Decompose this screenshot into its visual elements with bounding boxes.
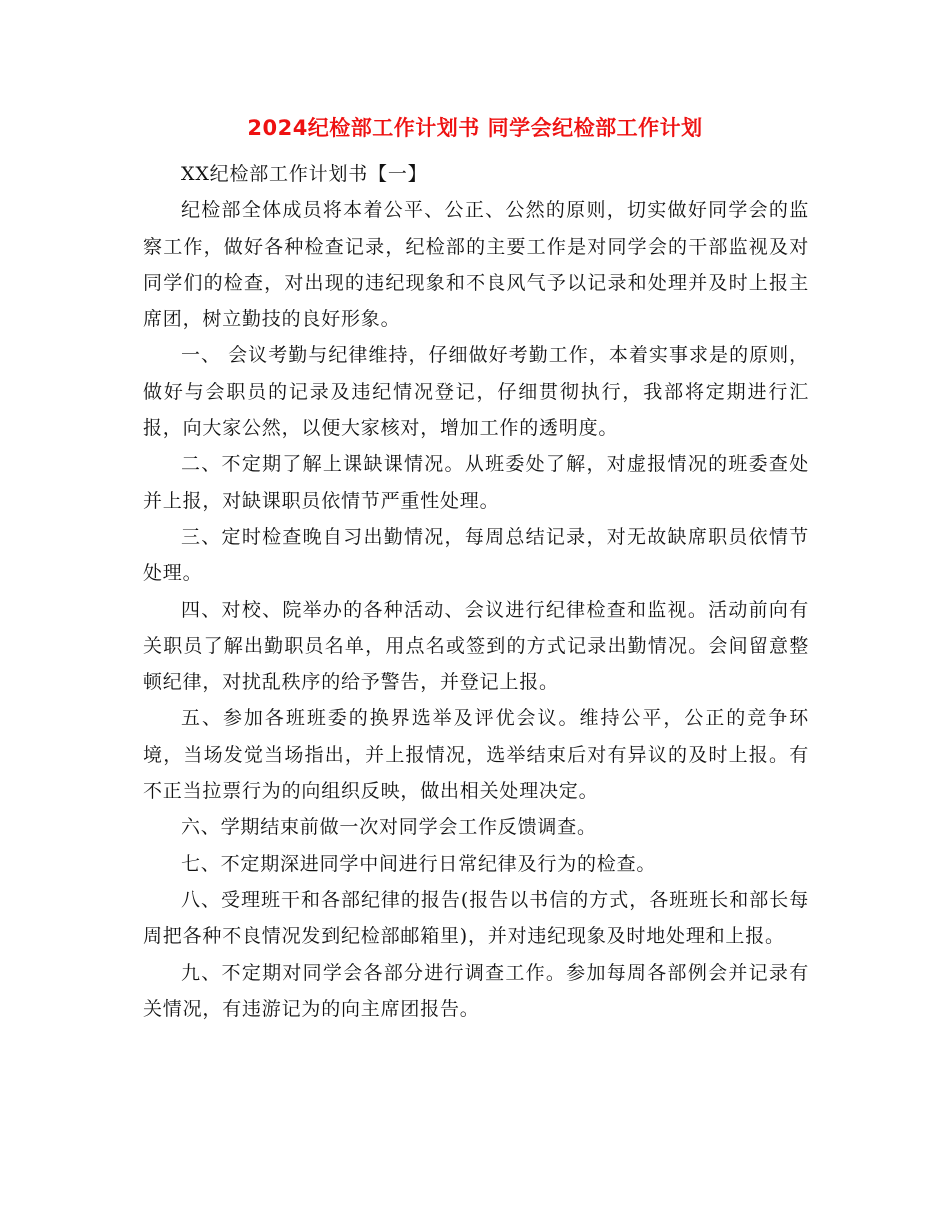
- paragraph-item-6: 六、学期结束前做一次对同学会工作反馈调查。: [181, 816, 597, 839]
- paragraph-item-7: 七、不定期深进同学中间进行日常纪律及行为的检查。: [181, 852, 657, 875]
- paragraph-item-3: 三、定时检查晚自习出勤情况，每周总结记录，对无故缺席职员依情节处理。: [143, 525, 809, 585]
- paragraph-item-2: 二、不定期了解上课缺课情况。从班委处了解，对虚报情况的班委查处并上报，对缺课职员依情节严重性处理。: [143, 453, 809, 512]
- section-heading: XX纪检部工作计划书【一】: [181, 163, 428, 185]
- paragraph-item-9: 九、不定期对同学会各部分进行调查工作。参加每周各部例会并记录有关情况，有违游记为的向主席团报告。: [143, 961, 809, 1020]
- paragraph-item-4: 四、对校、院举办的各种活动、会议进行纪律检查和监视。活动前向有关职员了解出勤职员名单，用点名或签到的方式记录出勤情况。会间留意整顿纪律，对扰乱秩序的给予警告，并登记上报。: [143, 598, 809, 694]
- document-body: [143, 156, 809, 1027]
- paragraph-item-8: 八、受理班干和各部纪律的报告(报告以书信的方式，各班班长和部长每周把各种不良情况发到纪检部邮箱里)，并对违纪现象及时地处理和上报。: [143, 888, 809, 948]
- paragraph-item-1: 一、 会议考勤与纪律维持，仔细做好考勤工作，本着实事求是的原则，做好与会职员的记录及违纪情况登记，仔细贯彻执行，我部将定期进行汇报，向大家公然，以便大家核对，增加工作的透明度。: [143, 344, 809, 440]
- document-title: 2024纪检部工作计划书 同学会纪检部工作计划: [247, 116, 703, 140]
- paragraph-item-5: 五、参加各班班委的换界选举及评优会议。维持公平，公正的竞争环境，当场发觉当场指出，并上报情况，选举结束后对有异议的及时上报。有不正当拉票行为的向组织反映，做出相关处理决定。: [143, 707, 809, 803]
- paragraph-intro: 纪检部全体成员将本着公平、公正、公然的原则，切实做好同学会的监察工作，做好各种检查记录，纪检部的主要工作是对同学会的干部监视及对同学们的检查，对出现的违纪现象和不良风气予以记录和处理并及时上报主席团，树立勤技的良好形象。: [143, 199, 809, 331]
